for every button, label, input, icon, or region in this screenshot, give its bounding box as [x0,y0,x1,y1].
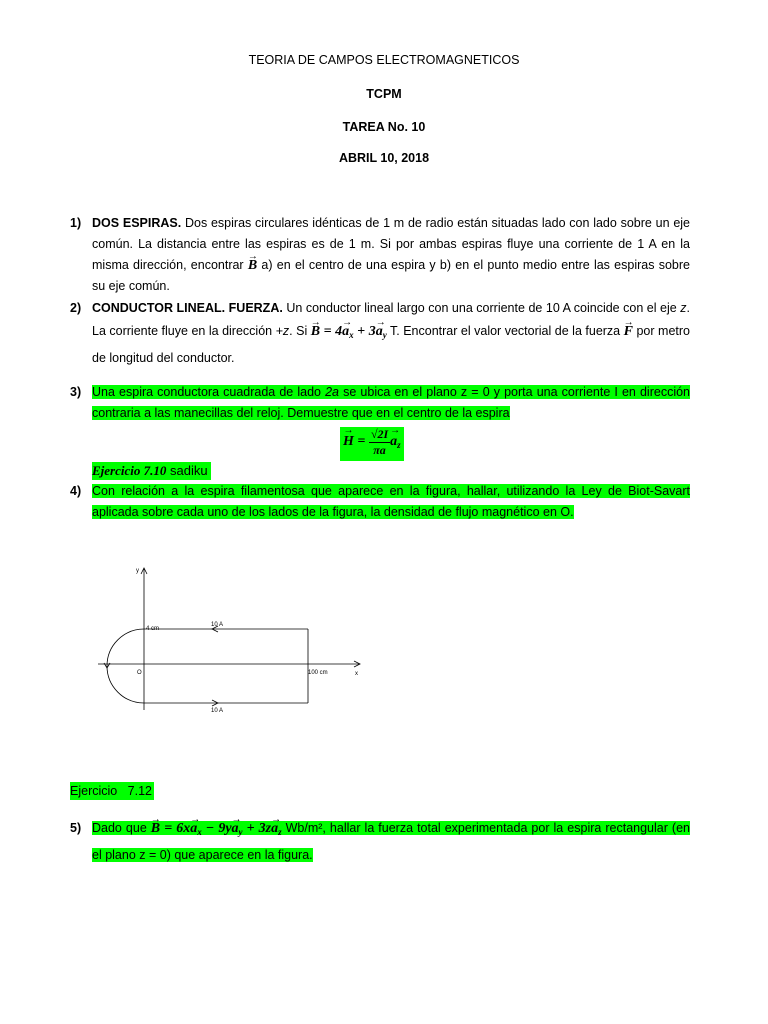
loop-figure [90,560,380,720]
problem-number: 4) [70,484,82,498]
problem-text: . Si [289,324,311,338]
b-field-equation: → $B = 4\to a_x + 3\to a_y$ [311,324,387,339]
x-axis-label: x [355,671,358,677]
problem-text: T. Encontrar el valor vectorial de la fuerza [386,324,624,338]
problem-4 [70,481,690,523]
problem-number: 1) [70,216,82,230]
radius-label: 4 cm [146,626,160,632]
vector-f-symbol: → F [624,320,633,343]
assignment-number: TAREA No. 10 [342,120,426,134]
problem-heading: DOS ESPIRAS. [92,216,182,230]
bottom-current-label: 10 A [211,708,224,714]
problem-2 [70,297,690,370]
b-field-equation: → $B = 6x\to a_x - 9y\to a_y + 3z\to a_z$ [151,821,282,836]
direction-plus-z: +z [275,324,290,338]
problem-text: por metro de longitud del conductor. [92,324,691,365]
problem-heading: CONDUCTOR LINEAL. FUERZA. [92,301,283,315]
top-current-label: 10 A [211,622,224,628]
course-code: TCPM [366,87,402,101]
exercise-label-7-10: Ejercicio 7.10 sadiku [92,462,211,480]
problem-1 [70,213,690,297]
problem-text: . La corriente fluye en la dirección [92,301,690,338]
length-label: 100 cm [308,670,328,676]
h-field-equation: → H = $\frac{√2I}{\pi a}$ → $a_z$ [340,427,404,461]
highlighted-text: Dado que → $B = 6x\to a_x - 9y\to a_y + 3z\to a_z$ Wb/m², hallar la fuerza total experimentada por la espira rectangular (en el plano z = 0) que aparece en la figura. [92,821,690,862]
problem-3 [70,382,690,424]
problem-text: a) en el centro de una espira y b) en el punto medio entre las espiras sobre su eje común. [92,258,690,293]
fraction-numerator: √2I [370,427,389,441]
problem-text: Dos espiras circulares idénticas de 1 m de radio están situadas lado con lado sobre un eje común. La distancia entre las espiras es de 1 m. Si por ambas espiras fluye una corriente de 1 A en la misma dirección, encontrar [92,216,690,272]
assignment-date: ABRIL 10, 2018 [338,151,430,165]
axis-z: z [680,301,687,315]
problem-number: 3) [70,385,82,399]
document-title: TEORIA DE CAMPOS ELECTROMAGNETICOS [248,53,520,67]
problem-text: Un conductor lineal largo con una corriente de 10 A coincide con el eje [282,301,681,315]
semicircle-wire [107,629,144,703]
y-axis-label: y [136,568,139,574]
problem-number: 2) [70,301,82,315]
vector-b-symbol: → B [248,255,257,276]
problem-5 [70,817,690,867]
fraction-denominator: πa [373,443,386,457]
origin-label: O [137,670,142,676]
highlighted-text: Con relación a la espira filamentosa que aparece en la figura, hallar, utilizando la Ley de Biot-Savart aplicada sobre cada uno de los lados de la figura, la densidad de flujo magnético en O. [92,484,690,519]
exercise-label-7-12: Ejercicio 7.12 [70,784,152,798]
problem-number: 5) [70,821,82,835]
highlighted-text: Una espira conductora cuadrada de lado 2a se ubica en el plano z = 0 y porta una corriente I en dirección contraria a las manecillas del reloj. Demuestre que en el centro de la espira [92,385,690,420]
